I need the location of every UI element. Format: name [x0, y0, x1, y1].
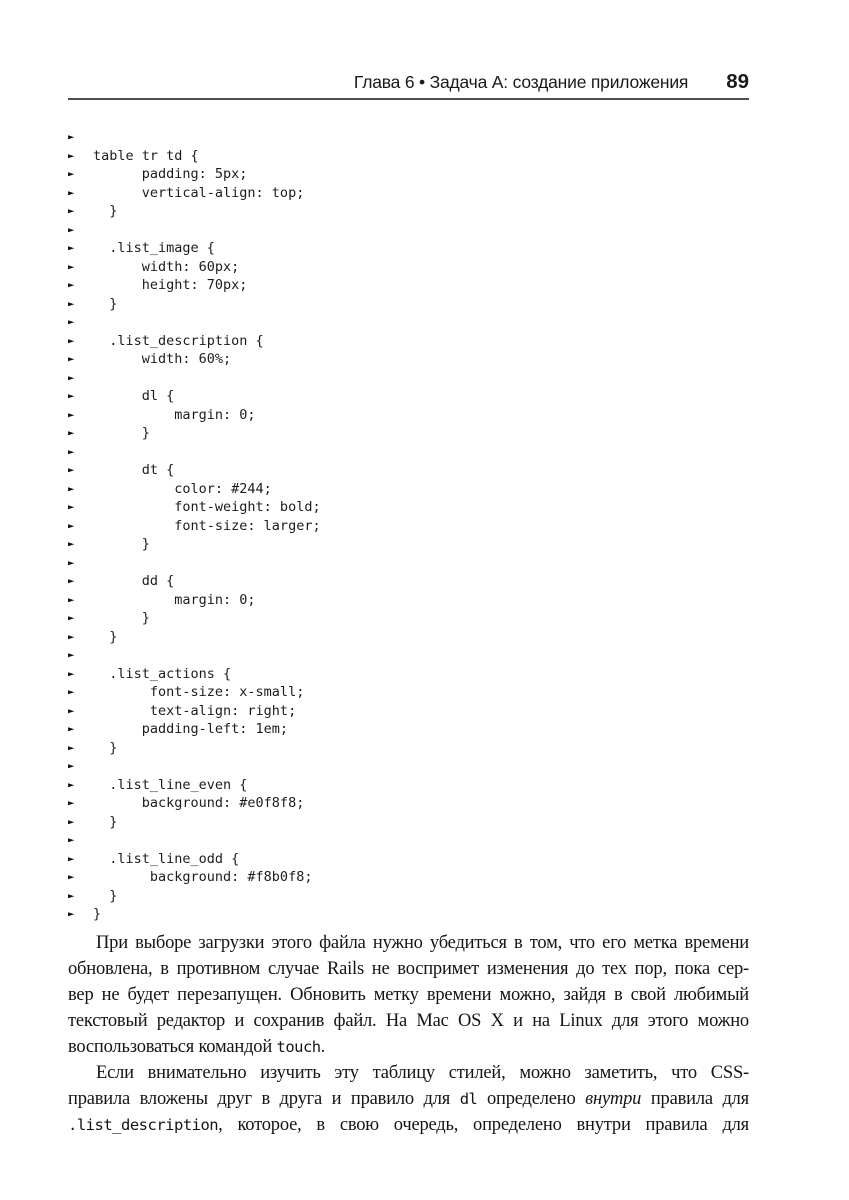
text-segment: определено [477, 1088, 586, 1109]
code-line-marker-icon: ► [68, 408, 75, 421]
code-line-marker-icon: ► [68, 704, 75, 717]
code-line [68, 720, 749, 739]
code-line-marker-icon: ► [68, 797, 75, 809]
paragraph [68, 1060, 749, 1138]
paragraph [68, 930, 749, 1060]
css-code-listing [68, 128, 749, 924]
code-text: width: 60px; [93, 258, 240, 275]
text-segment: При выборе загрузки этого файла нужно убедиться в том, что его метка времени [96, 932, 749, 953]
code-line-marker-icon: ► [68, 464, 75, 476]
code-line-marker-icon: ► [68, 260, 75, 273]
code-line-marker-icon: ► [68, 889, 75, 902]
code-line [68, 221, 749, 240]
code-text: font-size: larger; [93, 517, 321, 534]
code-line-marker-icon: ► [68, 630, 75, 643]
code-line-marker-icon: ► [68, 612, 75, 624]
code-line [68, 554, 749, 573]
code-line [68, 794, 749, 813]
code-line [68, 813, 749, 832]
code-text: dt { [93, 462, 175, 478]
code-line [68, 387, 749, 406]
code-line [68, 313, 749, 332]
code-line-marker-icon: ► [68, 908, 75, 920]
text-segment: , которое, в свою очередь, определено внутри правила для [218, 1114, 749, 1135]
code-line-marker-icon: ► [68, 205, 75, 217]
code-line-marker-icon: ► [68, 316, 75, 328]
code-line [68, 184, 749, 203]
code-line [68, 683, 749, 702]
code-line-marker-icon: ► [68, 834, 75, 846]
page-number: 89 [726, 70, 749, 93]
code-text: padding-left: 1em; [93, 721, 289, 737]
text-segment: обновлена, в противном случае Rails не воспримет изменения до тех пор, пока сер- [68, 958, 749, 979]
code-line-marker-icon: ► [68, 760, 75, 772]
code-line-marker-icon: ► [68, 741, 75, 754]
text-segment: правила для [641, 1088, 749, 1109]
code-text: width: 60%; [93, 351, 232, 367]
code-line [68, 480, 749, 499]
code-line [68, 258, 749, 277]
code-line-marker-icon: ► [68, 556, 75, 569]
code-line [68, 369, 749, 388]
code-line [68, 776, 749, 795]
inline-code: dl [459, 1089, 478, 1108]
paragraph-line [68, 982, 749, 1008]
code-line [68, 239, 749, 258]
code-line [68, 332, 749, 351]
code-line [68, 295, 749, 314]
code-line-marker-icon: ► [68, 279, 75, 291]
paragraph-line [68, 1086, 749, 1112]
code-text: text-align: right; [93, 702, 297, 719]
code-text: } [93, 425, 150, 441]
text-segment: Если внимательно изучить эту таблицу стилей, можно заметить, что CSS- [96, 1062, 749, 1083]
code-text: } [93, 628, 118, 645]
code-text: } [93, 295, 118, 312]
code-line-marker-icon: ► [68, 519, 75, 532]
paragraph-line [68, 930, 749, 956]
code-text: height: 70px; [93, 277, 248, 293]
code-text: } [93, 610, 150, 626]
code-line [68, 535, 749, 554]
code-line-marker-icon: ► [68, 649, 75, 661]
code-line [68, 609, 749, 628]
code-text: .list_line_even { [93, 776, 248, 793]
page-content [68, 0, 749, 1138]
code-line [68, 572, 749, 591]
code-text: } [93, 887, 118, 904]
code-line [68, 831, 749, 850]
code-line [68, 461, 749, 480]
code-line [68, 887, 749, 906]
code-text: .list_description { [93, 332, 264, 349]
code-text: .list_image { [93, 240, 215, 256]
code-line [68, 202, 749, 221]
code-line-marker-icon: ► [68, 371, 75, 384]
code-line [68, 905, 749, 924]
code-line-marker-icon: ► [68, 149, 75, 162]
code-line [68, 665, 749, 684]
code-line [68, 702, 749, 721]
code-line [68, 739, 749, 758]
paragraph-line [68, 956, 749, 982]
page-header [68, 0, 749, 94]
header-divider [68, 98, 749, 100]
code-text: } [93, 739, 118, 756]
code-text: .list_actions { [93, 665, 232, 682]
emphasis-text: внутри [585, 1088, 642, 1109]
code-text: vertical-align: top; [93, 184, 305, 201]
code-line [68, 424, 749, 443]
code-line-marker-icon: ► [68, 168, 75, 180]
text-segment: текстовый редактор и сохранив файл. На Mac OS X и на Linux для этого можно [68, 1010, 749, 1031]
code-text: padding: 5px; [93, 166, 248, 182]
code-text: background: #e0f8f8; [93, 795, 305, 811]
code-text: font-weight: bold; [93, 499, 321, 515]
code-text: margin: 0; [93, 591, 256, 608]
code-line [68, 350, 749, 369]
text-segment: воспользоваться командой [68, 1036, 277, 1057]
code-line [68, 443, 749, 462]
code-text: margin: 0; [93, 406, 256, 423]
code-line-marker-icon: ► [68, 390, 75, 402]
code-line-marker-icon: ► [68, 723, 75, 735]
code-line-marker-icon: ► [68, 593, 75, 606]
paragraph-line [68, 1060, 749, 1086]
code-line-marker-icon: ► [68, 186, 75, 199]
inline-code: touch [276, 1037, 321, 1056]
code-line [68, 646, 749, 665]
body-text [68, 930, 749, 1138]
code-text: } [93, 203, 118, 219]
paragraph-line [68, 1008, 749, 1034]
code-text: } [93, 906, 102, 922]
code-line-marker-icon: ► [68, 852, 75, 865]
code-line-marker-icon: ► [68, 297, 75, 310]
code-line [68, 517, 749, 536]
code-text: font-size: x-small; [93, 684, 305, 700]
code-line [68, 406, 749, 425]
text-segment: правила вложены друг в друга и правило для [68, 1088, 460, 1109]
text-segment: . [320, 1036, 326, 1057]
code-line [68, 147, 749, 166]
code-line-marker-icon: ► [68, 242, 75, 254]
code-text: dd { [93, 573, 175, 589]
code-line-marker-icon: ► [68, 334, 75, 347]
code-line [68, 165, 749, 184]
code-line-marker-icon: ► [68, 871, 75, 883]
code-line [68, 850, 749, 869]
code-line-marker-icon: ► [68, 815, 75, 828]
code-line-marker-icon: ► [68, 778, 75, 791]
code-text: color: #244; [93, 480, 272, 497]
inline-code: .list_description [68, 1115, 219, 1134]
code-line-marker-icon: ► [68, 575, 75, 587]
text-segment: вер не будет перезапущен. Обновить метку времени можно, зайдя в свой любимый [68, 984, 749, 1005]
code-line [68, 128, 749, 147]
code-text: background: #f8b0f8; [93, 869, 313, 885]
code-text: dl { [93, 388, 175, 404]
code-line-marker-icon: ► [68, 538, 75, 550]
code-line-marker-icon: ► [68, 353, 75, 365]
code-line-marker-icon: ► [68, 445, 75, 458]
code-text: } [93, 813, 118, 830]
paragraph-line [68, 1034, 749, 1060]
code-line [68, 591, 749, 610]
code-line [68, 498, 749, 517]
paragraph-line [68, 1112, 749, 1138]
code-line-marker-icon: ► [68, 501, 75, 513]
code-line-marker-icon: ► [68, 686, 75, 698]
code-line [68, 757, 749, 776]
code-line-marker-icon: ► [68, 131, 75, 143]
code-line [68, 276, 749, 295]
code-text: table tr td { [93, 147, 199, 164]
code-line-marker-icon: ► [68, 482, 75, 495]
code-line-marker-icon: ► [68, 223, 75, 236]
code-text: } [93, 536, 150, 552]
code-line-marker-icon: ► [68, 667, 75, 680]
chapter-title: Глава 6 • Задача А: создание приложения [353, 72, 689, 92]
code-line [68, 868, 749, 887]
code-line [68, 628, 749, 647]
code-line-marker-icon: ► [68, 427, 75, 439]
code-text: .list_line_odd { [93, 850, 240, 867]
